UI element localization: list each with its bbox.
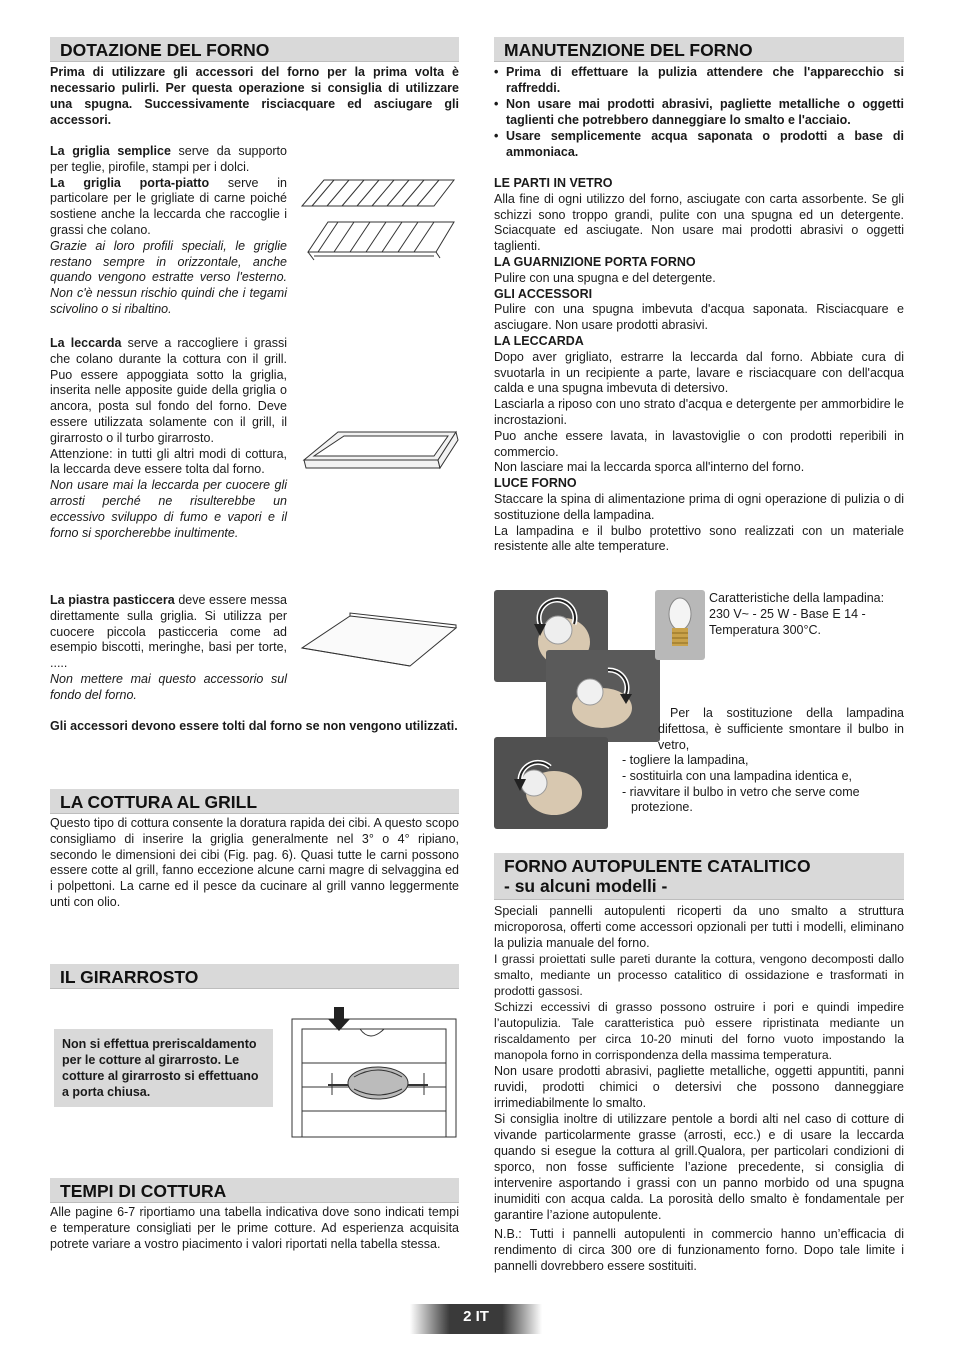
leccarda-label: LA LECCARDA (494, 333, 584, 348)
griglia-text: serve da supporto per teglie, pirofile, stampi per i dolci. (50, 144, 287, 174)
leccarda-p1: Dopo aver grigliato, estrarre la leccarda dal forno. Abbiate cura di svuotarla in un recipiente a parte, lavare e risciacquare con dell'acqua calda e una spugna imbevuta di detersivo. (494, 349, 904, 396)
sostituzione-step: - togliere la lampadina, (622, 753, 749, 767)
section-title-girarrosto: IL GIRARROSTO (50, 964, 459, 989)
sostituzione-steps (622, 753, 904, 816)
attenzione-text: Attenzione: in tutti gli altri modi di cottura, la leccarda deve essere tolta dal forno. (50, 446, 287, 477)
catalitico-p6: N.B.: Tutti i pannelli autopulenti in commercio hanno un’efficacia di rendimento di circa 300 ore di funzionamento forno. Dopo tale limite i pannelli dovrebbero essere sostituiti. (494, 1227, 904, 1273)
porta-term: La griglia porta-piatto (50, 175, 210, 190)
section-title-tempi: TEMPI DI COTTURA (50, 1178, 459, 1203)
girarrosto-note-box: Non si effettua preriscaldamento per le cotture al girarrosto. Le cotture al girarrosto si effettuano a porta chiusa. (54, 1029, 273, 1107)
piastra-text: deve essere messa direttamente sulla griglia. Si utilizza per cuocere piccola pasticceria come ad esempio biscotti, meringhe, basi per torte, ..... (50, 593, 288, 671)
lamp-photo-step-3 (494, 737, 608, 829)
catalitico-body (494, 903, 904, 1274)
baking-sheet-illustration (298, 610, 460, 672)
dotazione-intro: Prima di utilizzare gli accessori del forno per la prima volta è necessario pulirli. Per questa operazione si consiglia di utilizzare una spugna. Successivamente risciacquare ed asciugare gli accessori. (50, 65, 459, 127)
catalitico-p4: Non usare prodotti abrasivi, pagliette metalliche, oggetti appuntiti, panni ruvidi, prodotti chimici o detersivi che possono danneggiare irrimediabilmente lo smalto. (494, 1064, 904, 1110)
leccarda-term: La leccarda (50, 336, 122, 350)
lamp-photo-step-2 (546, 650, 660, 742)
bullet-item: • Usare semplicemente acqua saponata o prodotti a base di ammoniaca. (494, 128, 904, 160)
leccarda-p4: Non lasciare mai la leccarda sporca all'interno del forno. (494, 460, 805, 475)
dotazione-closing: Gli accessori devono essere tolti dal forno se non vengono utilizzati. (50, 719, 458, 733)
section-title-catalitico (494, 853, 904, 900)
luce-label: LUCE FORNO (494, 476, 577, 491)
piastra-description (50, 593, 287, 704)
griglia-term: La griglia semplice (50, 144, 171, 158)
leccarda-p2: Lasciarla a riposo con uno strato d'acqua e detergente per ammorbidire le incrostazioni. (494, 397, 904, 427)
bullet-item: • Prima di effettuare la pulizia attendere che l'apparecchio si raffreddi. (494, 64, 904, 96)
catalitico-title-line2: - su alcuni modelli - (504, 876, 668, 896)
tempi-text: Alle pagine 6-7 riportiamo una tabella indicativa dove sono indicati tempi e temperature consigliati per le prime cotture. Ad esperienza acquisita potrete variare a vostro piacimento i valori riportati nella tabella stessa. (50, 1205, 459, 1251)
leccarda-text: serve a raccogliere i grassi che colano durante la cottura con il grill. Puo essere appoggiata sotto la griglia, inserita nelle apposite guide della griglia o ancora, posta sul fondo del forno. Deve essere utilizzata solamente con il grill, il girarrosto o il turbo girarrosto. (50, 336, 287, 445)
rotate-arrow-icon (546, 650, 660, 742)
accessori-label: GLI ACCESSORI (494, 286, 593, 301)
luce-p2: La lampadina e il bulbo protettivo sono realizzati con un materiale resistente alle alte temperature. (494, 523, 904, 554)
luce-p1: Staccare la spina di alimentazione prima di ogni operazione di pulizia o di sostituzione della lampadina. (494, 491, 904, 522)
sostituzione-intro: Per la sostituzione della lampadina difettosa, è sufficiente smontare il bulbo in vetro, (658, 706, 904, 752)
catalitico-p1: Speciali pannelli autopulenti ricoperti da uno smalto a struttura microporosa, offerti come accessori opzionali per tutti i modelli, eliminano la pulizia manuale del forno. (494, 904, 904, 950)
section-title-dotazione: DOTAZIONE DEL FORNO (50, 37, 459, 62)
sostituzione-step: - sostituirla con una lampadina identica e, (622, 768, 852, 783)
grill-text: Questo tipo di cottura consente la doratura rapida dei cibi. A questo scopo consigliamo di inserire la griglia generalmente nel 3° o 4° ripiano, secondo le dimensioni dei cibi (Fig. pag. 6). Quasi tutte le carni possono essere cotte al grill, fanno eccezione alcune carni magre di selvaggina ed i polpettoni. La carne ed il pesce da cucinare al grill vanno leggermente unti con olio. (50, 816, 459, 909)
catalitico-p3: Schizzi eccessivi di grasso possono ostruire i pori e quindi impedire l’autopulizia. Tale caratteristica può essere ripristinata mediante un riscaldamento per circa 10-20 minuti del forno vuoto impostando la manopola forno in corrispondenza della massima temperatura. (494, 1000, 904, 1062)
accessori-text: Pulire con una spugna imbevuta d'acqua saponata. Risciacquare e asciugare. Non usare prodotti abrasivi. (494, 302, 904, 333)
piastra-note: Non mettere mai questo accessorio sul fondo del forno. (50, 671, 287, 702)
catalitico-p2: I grassi proiettati sulle pareti durante la cottura, vengono decomposti dallo smalto, mediante un processo catalitico di ossidazione e trasformati in prodotti gassosi. (494, 952, 904, 998)
section-title-manutenzione: MANUTENZIONE DEL FORNO (494, 37, 904, 62)
leccarda-p3: Puo anche essere lavata, in lavastoviglie o con prodotti reperibili in commercio. (494, 428, 904, 459)
sostituzione-step: - riavvitare il bulbo in vetro che serve come protezione. (622, 784, 860, 815)
manutenzione-body (494, 176, 904, 555)
lightbulb-icon (655, 590, 705, 660)
bullet-item: • Non usare mai prodotti abrasivi, pagliette metalliche o oggetti taglienti che potrebbero danneggiare lo smalto e l'acciaio. (494, 96, 904, 128)
manutenzione-bullets (494, 64, 904, 160)
griglia-note: Grazie ai loro profili speciali, le griglie restano sempre in orizzontale, anche quando vengono estratte verso l'esterno. Non c'è nessun rischio quindi che i tegami scivolino o si ribaltino. (50, 238, 287, 316)
catalitico-p5: Si consiglia inoltre di utilizzare pentole a bordi alti nel caso di cotture di vivande particolarmente grasse (arrosti, ecc.) e di usare la leccarda quando si esegue la cottura al grill.Qualora, per particolari condizioni di sporco, non fosse sufficiente l’azione precedente, si consiglia di intervenire asportando i grassi con un panno morbido od una spugna inumiditi con acqua calda. La porosità dello smalto è fondamentale per garantire l’azione autopulente. (494, 1112, 904, 1222)
leccarda-note: Non usare mai la leccarda per cuocere gli arrosti perché ne risulterebbe un eccessivo sviluppo di fumo e vapori e il forno si sporcherebbe inultimente. (50, 478, 287, 540)
catalitico-title-line1: FORNO AUTOPULENTE CATALITICO (504, 856, 811, 876)
porta-text: serve in particolare per le grigliate di carne poiché sostiene anche la leccarda che raccoglie i grassi che colano. (50, 175, 287, 237)
lamp-specs: Caratteristiche della lampadina: 230 V~ - 25 W - Base E 14 - Temperatura 300°C. (709, 591, 885, 637)
piastra-term: La piastra pasticcera (50, 593, 175, 607)
section-title-grill: LA COTTURA AL GRILL (50, 789, 459, 814)
lamp-bulb-photo (655, 590, 705, 660)
vetro-label: LE PARTI IN VETRO (494, 176, 613, 190)
page-number: 2 IT (463, 1308, 489, 1325)
rotate-arrow-icon (494, 737, 608, 829)
guarnizione-label: LA GUARNIZIONE PORTA FORNO (494, 254, 696, 269)
leccarda-description (50, 336, 287, 541)
guarnizione-text: Pulire con una spugna e del detergente. (494, 270, 716, 285)
rotisserie-illustration (288, 1003, 460, 1141)
grid-rack-illustration (294, 172, 460, 272)
griglia-description (50, 144, 287, 318)
vetro-text: Alla fine di ogni utilizzo del forno, asciugate con carta assorbente. Se gli schizzi sono troppo grandi, pulite con una spugna ed un detergente. Sciacquate ed asciugate. Non usare mai prodotti abrasivi o oggetti taglienti. (494, 191, 904, 254)
drip-tray-illustration (298, 428, 460, 476)
